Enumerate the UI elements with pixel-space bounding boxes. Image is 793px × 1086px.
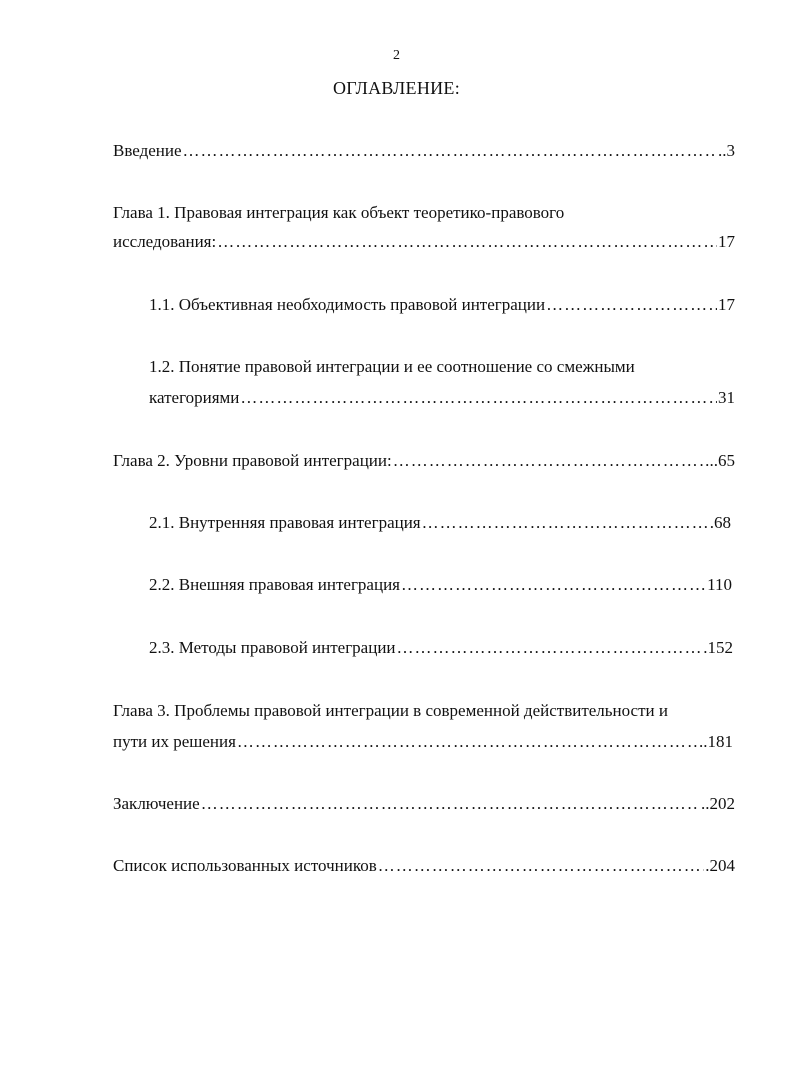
toc-entry-label: Заключение <box>113 794 200 813</box>
toc-entry-page: 17 <box>718 295 735 314</box>
toc-entry-introduction[interactable] <box>113 139 735 163</box>
toc-leader-dots <box>422 511 709 535</box>
toc-title: ОГЛАВЛЕНИЕ: <box>332 78 461 98</box>
toc-entry-page: .204 <box>705 856 735 875</box>
toc-entry-label: 2.3. Методы правовой интеграции <box>149 638 396 657</box>
toc-leader-dots <box>237 730 698 754</box>
toc-leader-dots <box>201 792 700 816</box>
toc-leader-dots <box>240 386 717 410</box>
toc-leader-dots <box>183 139 717 163</box>
toc-entry-label: Глава 2. Уровни правовой интеграции: <box>113 451 392 470</box>
toc-leader-dots <box>397 636 703 660</box>
toc-entry-section-1-2[interactable] <box>149 386 735 410</box>
toc-entry-label: категориями <box>149 388 240 407</box>
toc-entry-chapter-1[interactable] <box>113 230 735 254</box>
toc-entry-chapter-3-first-line[interactable]: Глава 3. Проблемы правовой интеграции в современной действительности и <box>113 701 668 720</box>
toc-entry-section-2-3[interactable] <box>149 636 733 660</box>
toc-entry-chapter-3[interactable] <box>113 730 733 754</box>
toc-entry-section-1-2-first-line[interactable]: 1.2. Понятие правовой интеграции и ее соотношение со смежными <box>149 357 635 376</box>
toc-leader-dots <box>401 573 706 597</box>
toc-entry-page: 31 <box>718 388 735 407</box>
toc-leader-dots <box>393 449 709 473</box>
toc-leader-dots <box>546 293 717 317</box>
toc-entry-chapter-2[interactable] <box>113 449 735 473</box>
toc-leader-dots <box>378 854 705 878</box>
toc-entry-section-1-1[interactable] <box>149 293 735 317</box>
toc-entry-label: Введение <box>113 141 182 160</box>
toc-entry-page: 110 <box>707 575 732 594</box>
toc-entry-bibliography[interactable] <box>113 854 735 878</box>
toc-entry-page: ..3 <box>718 141 735 160</box>
toc-entry-label: 2.2. Внешняя правовая интеграция <box>149 575 400 594</box>
toc-entry-page: ..65 <box>709 451 735 470</box>
page-number: 2 <box>393 48 400 63</box>
toc-entry-page: ..202 <box>701 794 735 813</box>
toc-leader-dots <box>217 230 717 254</box>
toc-entry-section-2-1[interactable] <box>149 511 731 535</box>
toc-entry-page: .152 <box>703 638 733 657</box>
toc-entry-chapter-1-first-line[interactable]: Глава 1. Правовая интеграция как объект теоретико-правового <box>113 203 565 222</box>
toc-entry-label: 1.1. Объективная необходимость правовой интеграции <box>149 295 546 314</box>
toc-entry-label: 2.1. Внутренняя правовая интеграция <box>149 513 421 532</box>
toc-entry-label: Список использованных источников <box>113 856 377 875</box>
toc-entry-page: ..181 <box>699 732 733 751</box>
toc-entry-conclusion[interactable] <box>113 792 735 816</box>
toc-entry-page: 17 <box>718 232 735 251</box>
toc-entry-section-2-2[interactable] <box>149 573 732 597</box>
toc-entry-page: .68 <box>709 513 731 532</box>
toc-entry-label: пути их решения <box>113 732 236 751</box>
toc-entry-label: исследования: <box>113 232 217 251</box>
